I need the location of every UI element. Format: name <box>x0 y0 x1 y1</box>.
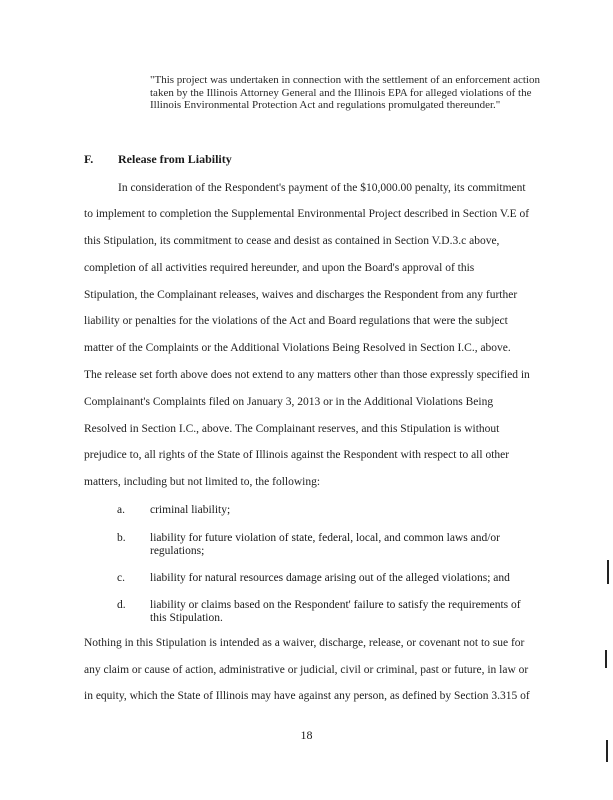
list-item-text: liability or claims based on the Respondent' failure to satisfy the requirements of this Stipulation. <box>150 599 521 624</box>
paragraph-line: Nothing in this Stipulation is intended as a waiver, discharge, release, or covenant not to sue for <box>84 637 525 649</box>
list-item-marker: b. <box>117 532 126 544</box>
list-item-text: liability for future violation of state, federal, local, and common laws and/or regulations; <box>150 532 501 557</box>
scan-mark <box>606 740 608 762</box>
paragraph-line: Complainant's Complaints filed on January 3, 2013 or in the Additional Violations Being <box>84 396 494 408</box>
paragraph-line: completion of all activities required hereunder, and upon the Board's approval of this <box>84 262 475 274</box>
list-item-marker: c. <box>117 572 125 584</box>
paragraph-line: to implement to completion the Supplemental Environmental Project described in Section V.E of <box>84 208 530 220</box>
list-item-marker: a. <box>117 504 125 516</box>
paragraph-line: In consideration of the Respondent's payment of the $10,000.00 penalty, its commitment <box>118 182 526 194</box>
paragraph-line: The release set forth above does not extend to any matters other than those expressly specified in <box>84 369 530 381</box>
section-letter: F. <box>84 152 94 166</box>
paragraph-line: Stipulation, the Complainant releases, waives and discharges the Respondent from any further <box>84 289 518 301</box>
list-item-text: liability for natural resources damage arising out of the alleged violations; and <box>150 572 510 584</box>
paragraph-line: liability or penalties for the violations of the Act and Board regulations that were the subject <box>84 315 508 327</box>
paragraph-line: matters, including but not limited to, the following: <box>84 476 321 488</box>
scan-mark <box>607 560 609 584</box>
paragraph-line: Resolved in Section I.C., above. The Complainant reserves, and this Stipulation is without <box>84 423 500 435</box>
paragraph-line: matter of the Complaints or the Additional Violations Being Resolved in Section I.C., above. <box>84 342 511 354</box>
page-number: 18 <box>300 728 313 742</box>
paragraph-line: prejudice to, all rights of the State of Illinois against the Respondent with respect to all other <box>84 449 510 461</box>
scan-mark <box>605 650 607 668</box>
paragraph-line: any claim or cause of action, administrative or judicial, civil or criminal, past or future, in law or <box>84 664 529 676</box>
list-item-marker: d. <box>117 599 126 611</box>
section-title: Release from Liability <box>118 152 232 166</box>
list-item-text: criminal liability; <box>150 504 231 516</box>
quoted-acknowledgment: "This project was undertaken in connection with the settlement of an enforcement action taken by the Illinois Attorney General and the Illinois EPA for alleged violations of the Illinois Environmental Protection Act and regulations promulgated thereunder." <box>150 74 540 111</box>
paragraph-line: this Stipulation, its commitment to cease and desist as contained in Section V.D.3.c above, <box>84 235 500 247</box>
paragraph-line: in equity, which the State of Illinois may have against any person, as defined by Section 3.315 of <box>84 690 530 702</box>
